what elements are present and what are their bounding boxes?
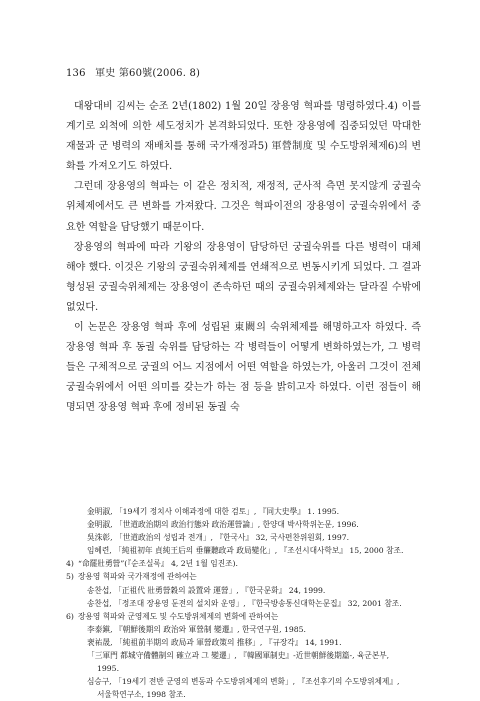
- footnote-reference: 金明淑, 「世道政治期의 政治行態와 政治運營論」, 한양대 박사학위논문, 1996.: [87, 520, 359, 530]
- footnote-mark: 4): [66, 559, 74, 569]
- footnote-text: “命罷壯勇營”(『순조실록』 4, 2년 1월 임진조).: [78, 559, 238, 569]
- page-number: 136: [66, 68, 86, 79]
- footnote-reference: 심승구, 「19세기 전반 군영의 변동과 수도방위체제의 변화」, 『조선후기의 수도방위체제』,: [87, 677, 400, 687]
- footnote-reference: 李泰鎭, 『朝鮮後期의 政治와 軍營制 變遷』, 한국연구원, 1985.: [87, 624, 306, 634]
- journal-title: 軍史 第60號(2006. 8): [95, 68, 201, 79]
- page-header: [66, 64, 200, 79]
- footnote-mark: 6): [66, 611, 74, 621]
- footnote-entry: [66, 570, 436, 583]
- paragraph: 그런데 장용영의 혁파는 이 같은 정치적, 재정적, 군사적 측면 못지않게 궁궐숙위체제에서도 큰 변화를 가져왔다. 그것은 혁파이전의 장용영이 궁궐숙위에서 중요한 역할을 담당했기 때문이다.: [66, 181, 421, 233]
- paragraph: 장용영의 혁파에 따라 기왕의 장용영이 담당하던 궁궐숙위를 다른 병력이 대체해야 했다. 이것은 기왕의 궁궐숙위체제를 연쇄적으로 변동시키게 되었다. 그 결과 형성된 궁궐숙위체제는 장용영이 존속하던 때의 궁궐숙위체제와는 달라질 수밖에 없었다.: [66, 241, 421, 313]
- footnote-reference-continued: 1995.: [97, 664, 120, 674]
- footnote-reference-continued: 서울학연구소, 1998 참조.: [97, 690, 186, 700]
- footnote-text: 장용영 혁파와 군영제도 및 수도방위체제의 변화에 관하여는: [78, 611, 279, 621]
- footnote-reference: 金明淑, 「19세기 정치사 이해과정에 대한 검토」, 『同大史學』 1. 1995.: [87, 507, 340, 516]
- paragraph: 이 논문은 장용영 혁파 후에 성립된 東闕의 숙위체제를 해명하고자 하였다. 즉 장용영 혁파 후 동궐 숙위를 담당하는 각 병력들이 어떻게 변화하였는가, 그 병력들은 구체적으로 궁궐의 어느 지점에서 어떤 역할을 하였는가, 아울러 그것이 전체 궁궐숙위에서 어떤 의미를 갖는가 하는 점 등을 밝히고자 하였다. 이런 점들이 해명되면 장용영 혁파 후에 정비된 동궐 숙: [66, 322, 421, 414]
- footnote-entry: [66, 610, 436, 623]
- footnote-reference: 裵祐晟, 「純祖前半期의 政局과 軍營政策의 推移」, 『규장각』 14, 1991.: [87, 637, 342, 647]
- footnote-reference: 송찬섭, 「正祖代 壯勇營穀의 設置와 運營」, 『한국문화』 24, 1999.: [87, 585, 326, 595]
- footnote-reference: 송찬섭, 「정조대 장용영 둔전의 설치와 운영」, 『한국방송통신대학논문집』 32, 2001 참조.: [87, 598, 402, 608]
- footnote-reference: 吳洙彰, 「世道政治의 성립과 전개」, 『한국사』 32, 국사편찬위원회, 1997.: [87, 533, 350, 543]
- footnote-entry: [66, 557, 436, 570]
- footnote-mark: 5): [66, 572, 74, 582]
- footnote-text: 장용영 혁파와 국가재정에 관하여는: [78, 572, 197, 582]
- body-text: [66, 97, 421, 419]
- footnotes: [66, 505, 436, 701]
- footnote-reference: 임혜련, 「純祖初年 貞純王后의 垂簾聽政과 政局變化」, 『조선시대사학보』 15, 2000 참조.: [87, 546, 404, 556]
- footnote-reference: 「三軍門 都城守備體制의 確立과 그 變遷」, 『韓國軍制史』-近世朝鮮後期篇-, 육군본부,: [87, 651, 390, 661]
- paragraph: 대왕대비 김씨는 순조 2년(1802) 1월 20일 장용영 혁파를 명령하였다.4) 이를 계기로 외척에 의한 세도정치가 본격화되었다. 또한 장용영에 집중되었던 막대한 재물과 군 병력의 재배치를 통해 국가재정과5) 軍營制度 및 수도방위체제6)의 변화를 가져오기도 하였다.: [66, 101, 421, 173]
